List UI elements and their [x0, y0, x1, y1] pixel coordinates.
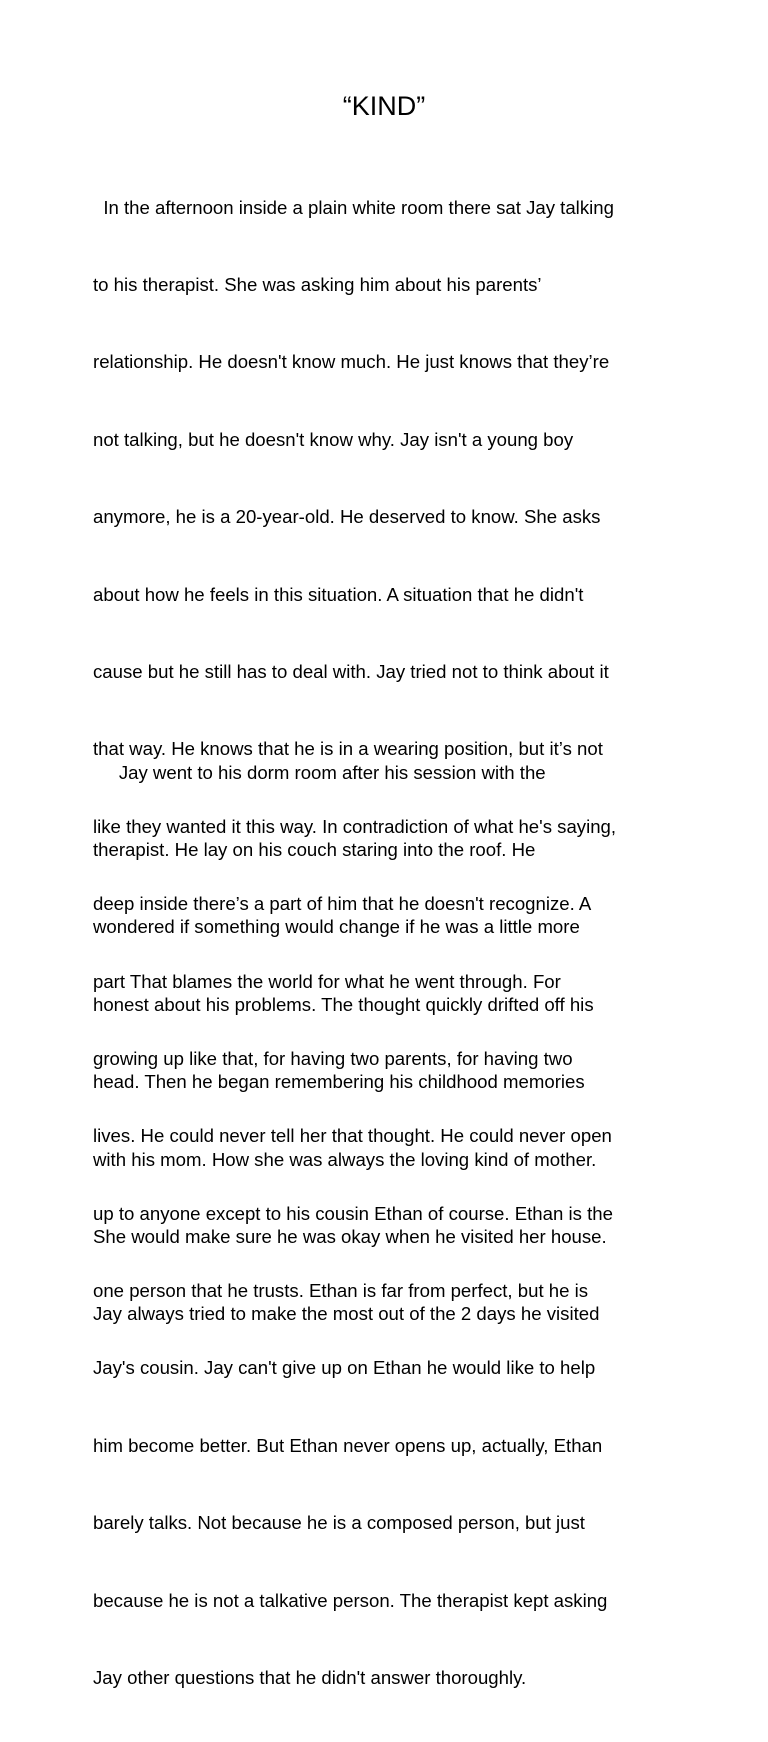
text-line: Jay's cousin. Jay can't give up on Ethan he would like to help [93, 1357, 596, 1379]
text-line: because he is not a talkative person. The therapist kept asking [93, 1589, 608, 1611]
text-line: to his therapist. She was asking him about his parents’ [93, 273, 542, 295]
text-line: cause but he still has to deal with. Jay tried not to think about it [93, 660, 609, 682]
text-line: growing up like that, for having two parents, for having two [93, 1047, 573, 1069]
text-line: Jay always tried to make the most out of the 2 days he visited [93, 1303, 600, 1325]
text-line: honest about his problems. The thought quickly drifted off his [93, 993, 594, 1015]
text-line: one person that he trusts. Ethan is far from perfect, but he is [93, 1280, 589, 1302]
text-line: him become better. But Ethan never opens up, actually, Ethan [93, 1434, 603, 1456]
text-line: part That blames the world for what he went through. For [93, 970, 561, 992]
text-line: about how he feels in this situation. A situation that he didn't [93, 583, 584, 605]
text-line: lives. He could never tell her that thought. He could never open [93, 1125, 612, 1147]
text-line: that way. He knows that he is in a wearing position, but it’s not [93, 738, 603, 760]
text-line: deep inside there’s a part of him that he doesn't recognize. A [93, 893, 592, 915]
text-line: anymore, he is a 20-year-old. He deserved to know. She asks [93, 506, 601, 528]
text-line: relationship. He doesn't know much. He just knows that they’re [93, 351, 610, 373]
text-line: Jay went to his dorm room after his session with the [93, 761, 546, 783]
text-line: with his mom. How she was always the loving kind of mother. [93, 1148, 597, 1170]
text-line: Jay other questions that he didn't answer thoroughly. [93, 1667, 527, 1689]
text-line: head. Then he began remembering his childhood memories [93, 1071, 585, 1093]
text-line: She would make sure he was okay when he visited her house. [93, 1225, 607, 1247]
paragraph-2 [93, 708, 683, 1379]
text-line: wondered if something would change if he was a little more [93, 916, 580, 938]
text-line: up to anyone except to his cousin Ethan of course. Ethan is the [93, 1202, 613, 1224]
text-line: therapist. He lay on his couch staring into the roof. He [93, 838, 536, 860]
document-title: “KIND” [342, 91, 426, 121]
text-line: barely talks. Not because he is a composed person, but just [93, 1512, 585, 1534]
text-line: not talking, but he doesn't know why. Jay isn't a young boy [93, 428, 574, 450]
text-line: In the afternoon inside a plain white room there sat Jay talking [93, 196, 614, 218]
text-line: like they wanted it this way. In contradiction of what he's saying, [93, 815, 617, 837]
